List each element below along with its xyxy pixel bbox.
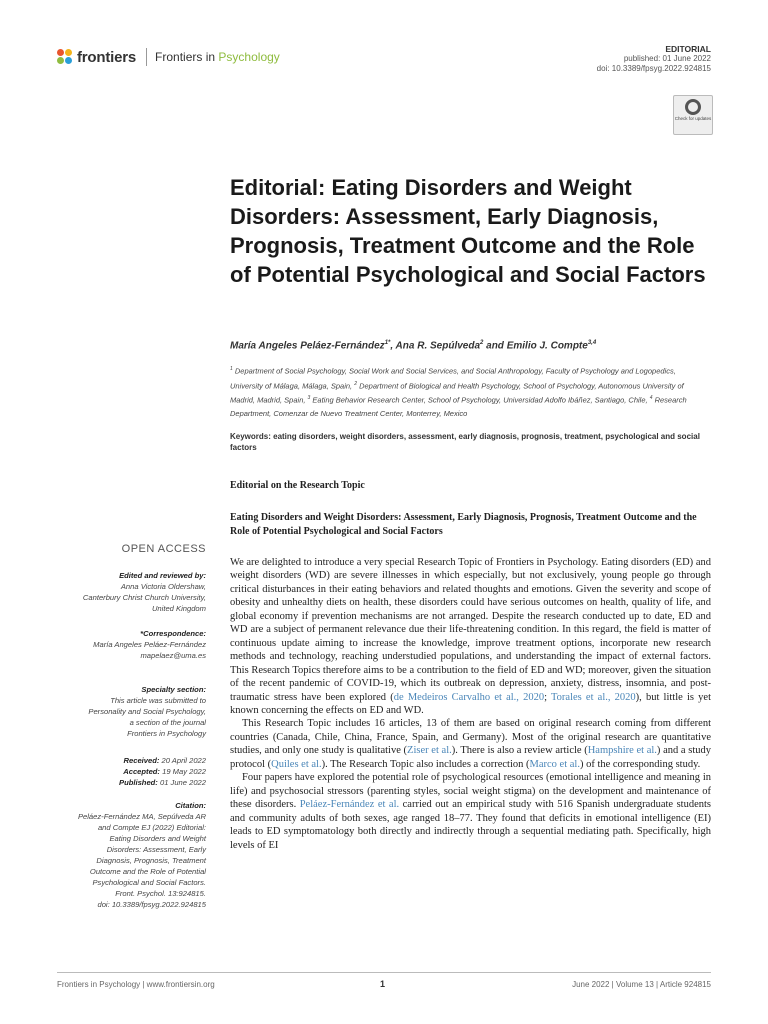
dates-block (40, 755, 206, 788)
body-text-run: ) of the corresponding study. (579, 758, 701, 770)
citation-doi[interactable]: doi: 10.3389/fpsyg.2022.924815 (97, 900, 206, 909)
specialty-line: Frontiers in Psychology (127, 729, 206, 738)
author-superscript: 3,4 (587, 340, 597, 346)
citation-line: Diagnosis, Prognosis, Treatment (96, 856, 206, 865)
affiliation-number: 3 (307, 395, 311, 401)
author-separator: , (390, 340, 396, 352)
body-text-run: ). There is also a review article ( (451, 745, 588, 757)
correspondence-email[interactable]: mapelaez@uma.es (140, 651, 206, 660)
specialty-line: a section of the journal (129, 718, 206, 727)
footer-journal[interactable]: Frontiers in Psychology | www.frontiersin.org (57, 980, 215, 989)
accepted-label: Accepted: (123, 767, 160, 776)
body-text-run: This Research Topic includes 16 articles, 13 of them are based on original research coming from different countries (Canada, Chile, China, France, Spain, and Germany). Most of the original research are quantitative studies, and only one study is qualitative ( (230, 718, 711, 757)
author-name[interactable]: Emilio J. Compte (506, 340, 588, 352)
body-text-run: We are delighted to introduce a very special Research Topic of Frontiers in Psychology. Eating disorders (ED) and weight disorders (WD) are severe illnesses in which especially, but not exclusively, young people go through critical disturbances in their eating behaviors and related thoughts and emotions. Given the severity and scope of obesity and unhealthy diets on health, these disorders could have serious outcomes on health, quality of life, and global economy if prevention mechanisms are not arranged. Despite the research conducted up to date, ED and WD are a subject of permanent relevance due their life-threatening condition. In this regard, the field is matter of continuous update aiming to increase the knowledge, improve treatment options, incorporate new research methods and technology, reaching understudied populations, and understanding the impact of external factors. This Research Topics therefore aims to be a contribution to the field of ED and WD; moreover, given the situation of the recent pandemic of COVID-19, which its outbreak on depression, anxiety, distress, insomnia, and post-traumatic stress have been explored ( (230, 557, 711, 703)
keywords: Keywords: eating disorders, weight disorders, assessment, early diagnosis, prognosis, treatment, psychological and social factors (230, 432, 700, 452)
published-side-date (40, 777, 206, 788)
affiliation-text: Department of Social Psychology, Social Work and Social Services, and Social Anthropology, Faculty of Psychology and Logopedics, University of Málaga, Málaga, Spain, (230, 366, 676, 390)
citation-link[interactable]: de Medeiros Carvalho et al., 2020 (393, 691, 545, 703)
citation-line: and Compte EJ (2022) Editorial: (97, 823, 206, 832)
published-value: 01 June 2022 (159, 778, 206, 787)
frontiers-logo-icon (57, 49, 73, 65)
brand-name: frontiers (77, 48, 137, 66)
correspondence-heading: *Correspondence: (140, 629, 206, 638)
editor-country: United Kingdom (151, 604, 206, 613)
accepted-value: 19 May 2022 (162, 767, 206, 776)
correspondence-block (40, 628, 206, 661)
body-text-run: ) and a study protocol ( (230, 745, 711, 770)
citation-line: Front. Psychol. 13:924815. (115, 889, 206, 898)
citation-heading: Citation: (175, 801, 206, 810)
author-separator: and (483, 340, 507, 352)
edited-by-heading: Edited and reviewed by: (119, 571, 206, 580)
citation-link[interactable]: Hampshire et al. (587, 745, 657, 757)
research-topic-title[interactable]: Eating Disorders and Weight Disorders: Assessment, Early Diagnosis, Prognosis, Treatment Outcome and the Role of Potential Psychological and Social Factors (230, 512, 697, 537)
article-meta (597, 44, 711, 74)
affiliation-number: 1 (230, 366, 233, 372)
affiliations (230, 363, 710, 420)
body-paragraph (230, 556, 711, 717)
frontiers-logo[interactable] (57, 46, 280, 68)
editor-name[interactable]: Anna Victoria Oldershaw, (120, 582, 206, 591)
check-updates-label: Check for updates (674, 116, 712, 121)
doi[interactable]: doi: 10.3389/fpsyg.2022.924815 (596, 64, 711, 73)
citation-block (40, 800, 206, 910)
citation-link[interactable]: Marco et al. (529, 758, 580, 770)
article-body (230, 556, 711, 852)
specialty-heading: Specialty section: (141, 685, 206, 694)
affiliation-number: 2 (354, 380, 358, 387)
published-label: Published: (119, 778, 158, 787)
citation-line: Psychological and Social Factors. (92, 878, 206, 887)
body-paragraph (230, 771, 711, 852)
citation-link[interactable]: Quiles et al. (271, 758, 322, 770)
body-text-run: carried out an empirical study with 516 Spanish undergraduate students and community adults of both sexes, age ranged 18–77. They found that deficits in emotional intelligence (EI) leads to ED symptomatology both directly and indirectly through a sequential mediating path. Specifically, high levels of EI (230, 799, 711, 851)
check-updates-icon (685, 99, 701, 115)
author-superscript: 1* (384, 340, 391, 346)
body-text-run: Four papers have explored the potential role of psychological resources (emotional intelligence and meaning in life) and psychosocial stressors (parenting styles, social weight stigma) on the development and maintenance of these disorders. (230, 772, 711, 811)
specialty-block (40, 684, 206, 739)
body-text-run: ). The Research Topic also includes a correction ( (321, 758, 530, 770)
page-number: 1 (380, 979, 386, 989)
research-topic-label: Editorial on the Research Topic (230, 480, 365, 491)
accepted-date (40, 766, 206, 777)
citation-link[interactable]: Torales et al., 2020 (550, 691, 636, 703)
body-text-run: ; (544, 691, 551, 703)
affiliation-text: Department of Biological and Health Psychology, School of Psychology, Autonomous University of Madrid, Madrid, Spain, (230, 381, 684, 405)
citation-line: Disorders: Assessment, Early (106, 845, 206, 854)
received-date (40, 755, 206, 766)
correspondence-name: María Angeles Peláez-Fernández (93, 640, 206, 649)
open-access-label: OPEN ACCESS (121, 543, 206, 555)
body-paragraph (230, 717, 711, 771)
editor-institution: Canterbury Christ Church University, (82, 593, 206, 602)
logo-divider (146, 48, 147, 66)
author-name[interactable]: Ana R. Sepúlveda (395, 340, 481, 352)
journal-accent: Psychology (218, 50, 280, 64)
author-superscript: 2 (480, 340, 484, 346)
article-title: Editorial: Eating Disorders and Weight Disorders: Assessment, Early Diagnosis, Prognosis, Treatment Outcome and the Role of Potential Psychological and Social Factors (230, 175, 706, 287)
edited-by-block (40, 570, 206, 614)
citation-link[interactable]: Ziser et al. (407, 745, 452, 757)
affiliation-text: Eating Behavior Research Center, School of Psychology, Universidad Adolfo Ibáñez, Santiago, Chile, (310, 395, 650, 405)
affiliation-number: 4 (649, 395, 653, 401)
footer-issue: June 2022 | Volume 13 | Article 924815 (572, 980, 711, 989)
citation-link[interactable]: Peláez-Fernández et al. (299, 799, 400, 811)
check-for-updates-badge[interactable] (673, 95, 713, 135)
journal-prefix: Frontiers in (155, 50, 216, 64)
citation-line: Outcome and the Role of Potential (89, 867, 206, 876)
received-value: 20 April 2022 (161, 756, 206, 765)
author-name[interactable]: María Angeles Peláez-Fernández (230, 340, 385, 352)
body-text-run: ), but little is yet known concerning the effects on ED and WD. (230, 691, 711, 716)
citation-line: Eating Disorders and Weight (109, 834, 206, 843)
journal-name (155, 50, 280, 64)
affiliation-text: Research Department, Comenzar de Nuevo Treatment Center, Monterrey, Mexico (230, 395, 687, 418)
published-date: published: 01 June 2022 (623, 54, 711, 63)
article-type: EDITORIAL (665, 44, 711, 54)
specialty-line: Personality and Social Psychology, (88, 707, 206, 716)
author-list (230, 340, 710, 351)
specialty-line: This article was submitted to (110, 696, 206, 705)
received-label: Received: (123, 756, 160, 765)
citation-line: Peláez-Fernández MA, Sepúlveda AR (77, 812, 206, 821)
footer-divider (57, 972, 711, 973)
